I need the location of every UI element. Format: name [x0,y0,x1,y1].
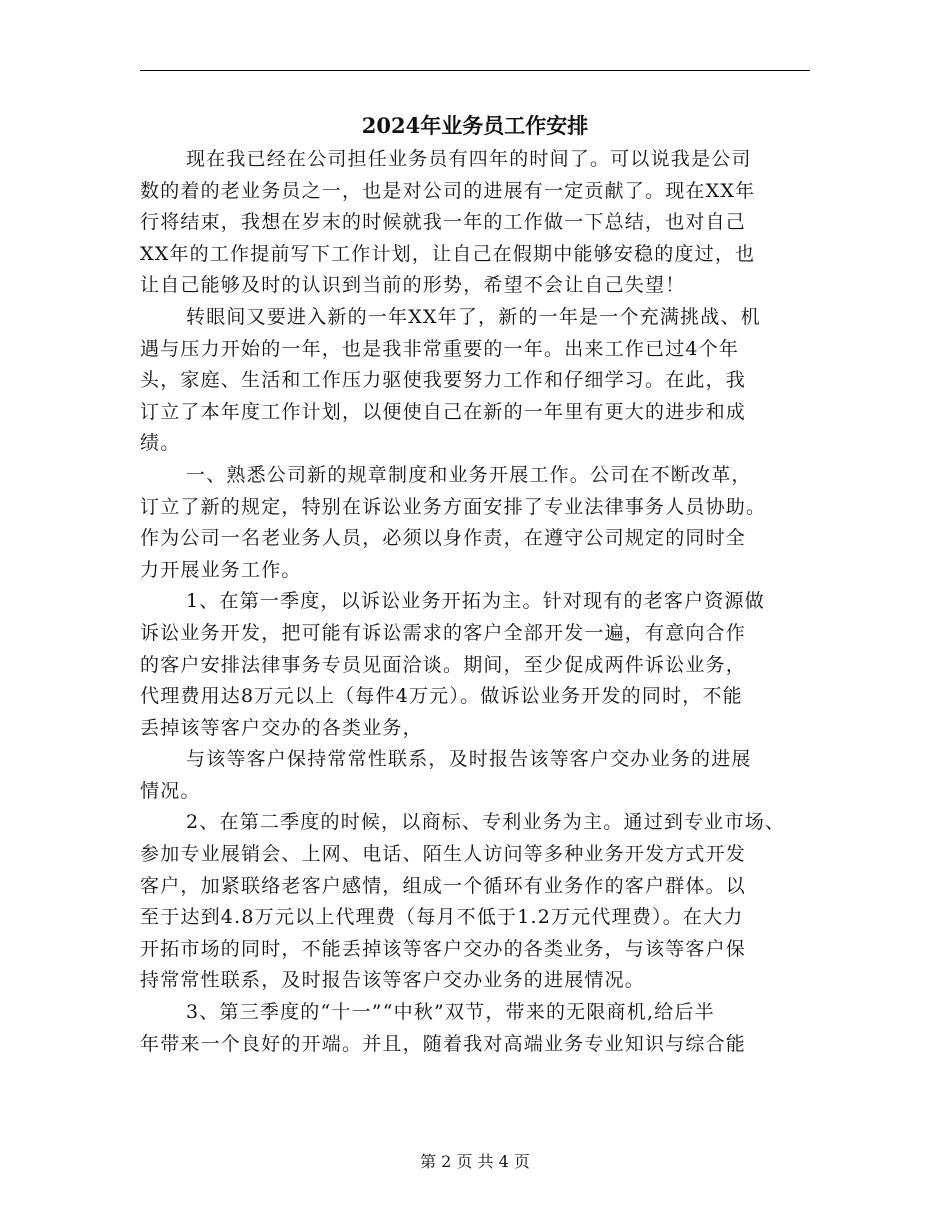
text-line: 1、在第一季度，以诉讼业务开拓为主。针对现有的老客户资源做 [186,590,765,613]
text-line: 至于达到4.8万元以上代理费（每月不低于1.2万元代理费）。在大力 [140,906,744,929]
text-line: 绩。 [140,432,181,455]
text-line: 力开展业务工作。 [140,558,302,581]
text-line: 订立了本年度工作计划，以便使自己在新的一年里有更大的进步和成 [140,400,747,423]
text-line: 头，家庭、生活和工作压力驱使我要努力工作和仔细学习。在此，我 [140,369,747,392]
text-line: 数的着的老业务员之一，也是对公司的进展有一定贡献了。现在XX年 [140,179,756,202]
text-line: 遇与压力开始的一年，也是我非常重要的一年。出来工作已过4个年 [140,337,740,360]
header-rule [140,70,810,71]
text-line: 开拓市场的同时，不能丢掉该等客户交办的各类业务，与该等客户保 [140,937,747,960]
text-line: XX年的工作提前写下工作计划，让自己在假期中能够安稳的度过，也 [140,242,756,265]
page-footer: 第 2 页 共 4 页 [420,1152,530,1171]
text-line: 代理费用达8万元以上（每件4万元）。做诉讼业务开发的同时，不能 [140,685,743,708]
text-line: 客户，加紧联络老客户感情，组成一个循环有业务作的客户群体。以 [140,874,747,897]
document-body [140,144,812,1060]
text-line: 作为公司一名老业务人员，必须以身作责，在遵守公司规定的同时全 [140,527,747,550]
text-line: 情况。 [140,779,201,802]
text-line: 丢掉该等客户交办的各类业务， [140,716,423,739]
text-line: 一、熟悉公司新的规章制度和业务开展工作。公司在不断改革， [186,463,752,486]
text-line: 的客户安排法律事务专员见面洽谈。期间，至少促成两件诉讼业务， [140,653,747,676]
text-line: 订立了新的规定，特别在诉讼业务方面安排了专业法律事务人员协助。 [140,495,767,518]
document-title: 2024年业务员工作安排 [361,113,589,138]
text-line: 2、在第二季度的时候，以商标、专利业务为主。通过到专业市场、 [186,811,786,834]
text-line: 转眼间又要进入新的一年XX年了，新的一年是一个充满挑战、机 [186,305,761,328]
text-line: 3、第三季度的“十一”“中秋”双节，带来的无限商机,给后半 [186,1001,715,1024]
text-line: 让自己能够及时的认识到当前的形势，希望不会让自己失望！ [140,274,686,297]
text-line: 现在我已经在公司担任业务员有四年的时间了。可以说我是公司 [186,148,752,170]
text-line: 参加专业展销会、上网、电话、陌生人访问等多种业务开发方式开发 [140,843,747,866]
text-line: 诉讼业务开发，把可能有诉讼需求的客户全部开发一遍，有意向合作 [140,621,747,644]
text-line: 持常常性联系，及时报告该等客户交办业务的进展情况。 [140,969,646,992]
text-line: 年带来一个良好的开端。并且，随着我对高端业务专业知识与综合能 [140,1032,747,1055]
text-line: 与该等客户保持常常性联系，及时报告该等客户交办业务的进展 [186,748,752,771]
text-line: 行将结束，我想在岁末的时候就我一年的工作做一下总结，也对自己 [140,211,747,234]
